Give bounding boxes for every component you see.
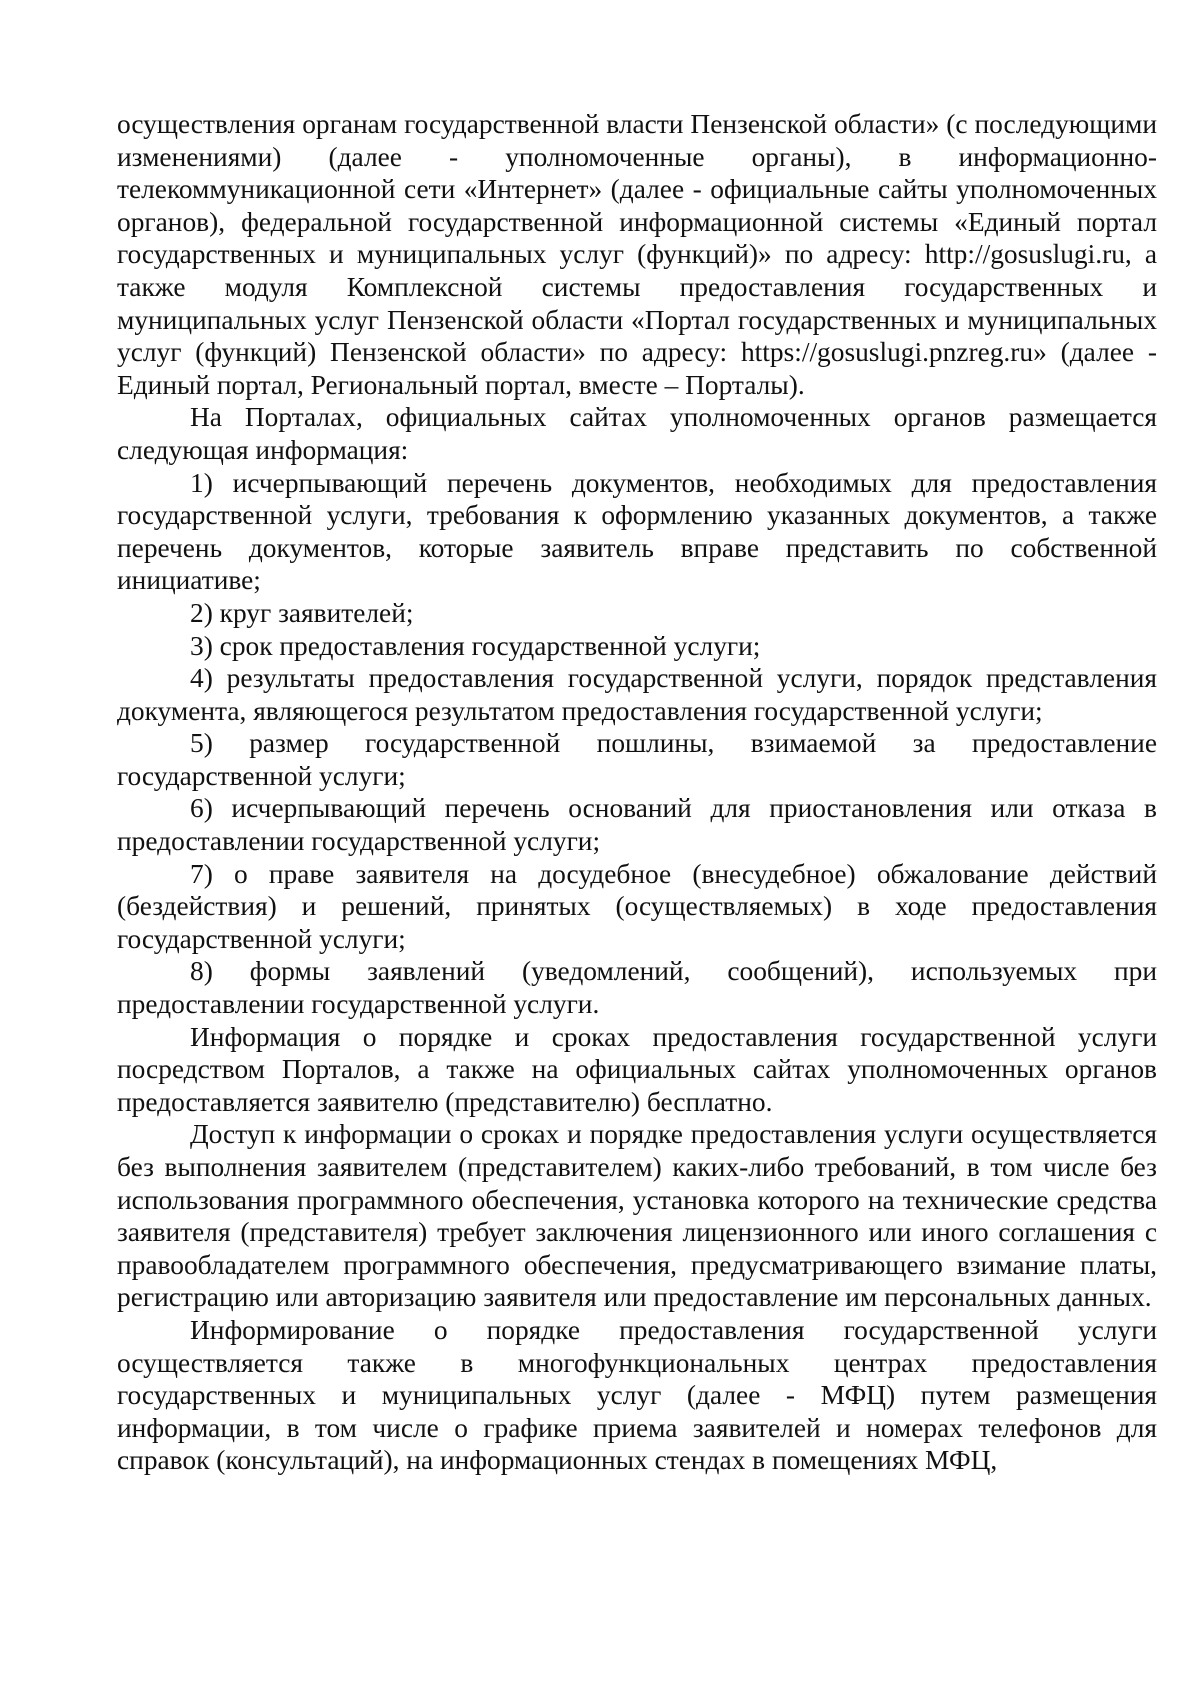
list-item-8: 8) формы заявлений (уведомлений, сообщений), используемых при предоставлении государственной услуги.	[117, 956, 1157, 1020]
list-item-2: 2) круг заявителей;	[190, 597, 414, 628]
list-item-3: 3) срок предоставления государственной услуги;	[190, 630, 761, 661]
list-item-4: 4) результаты предоставления государственной услуги, порядок представления документа, являющегося результатом предоставления государственной услуги;	[117, 663, 1157, 726]
list-item-5: 5) размер государственной пошлины, взимаемой за предоставление государственной услуги;	[117, 728, 1157, 791]
document-body	[117, 108, 1157, 1477]
list-item-6: 6) исчерпывающий перечень оснований для приостановления или отказа в предоставлении государственной услуги;	[117, 793, 1157, 857]
list-item-7: 7) о праве заявителя на досудебное (внесудебное) обжалование действий (бездействия) и решений, принятых (осуществляемых) в ходе предоставления государственной услуги;	[117, 858, 1157, 954]
paragraph-portals-intro: осуществления органам государственной власти Пензенской области» (с последующими изменениями) (далее - уполномоченные органы), в информационно-телекоммуникационной сети «Интернет» (далее - официальные сайты уполномоченных органов), федеральной государственной информационной системы «Единый портал государственных и муниципальных услуг (функций)» по адресу: http://gosuslugi.ru, а также модуля Комплексной системы предоставления государственных и муниципальных услуг Пензенской области «Портал государственных и муниципальных услуг (функций) Пензенской области» по адресу: https://gosuslugi.pnzreg.ru» (далее - Единый портал, Региональный портал, вместе – Порталы).	[117, 109, 1157, 400]
paragraph-portals-info-heading: На Порталах, официальных сайтах уполномоченных органов размещается следующая информация:	[117, 402, 1157, 465]
paragraph-access: Доступ к информации о сроках и порядке предоставления услуги осуществляется без выполнения заявителем (представителем) каких-либо требований, в том числе без использования программного обеспечения, установка которого на технические средства заявителя (представителя) требует заключения лицензионного или иного соглашения с правообладателем программного обеспечения, предусматривающего взимание платы, регистрацию или авторизацию заявителя или предоставление им персональных данных.	[117, 1119, 1157, 1313]
paragraph-free-info: Информация о порядке и сроках предоставления государственной услуги посредством Порталов, а также на официальных сайтах уполномоченных органов предоставляется заявителю (представителю) бесплатно.	[117, 1021, 1157, 1117]
list-item-1: 1) исчерпывающий перечень документов, необходимых для предоставления государственной услуги, требования к оформлению указанных документов, а также перечень документов, которые заявитель вправе представить по собственной инициативе;	[117, 467, 1157, 596]
paragraph-mfc-informing: Информирование о порядке предоставления государственной услуги осуществляется также в многофункциональных центрах предоставления государственных и муниципальных услуг (далее - МФЦ) путем размещения информации, в том числе о графике приема заявителей и номерах телефонов для справок (консультаций), на информационных стендах в помещениях МФЦ,	[117, 1314, 1157, 1476]
